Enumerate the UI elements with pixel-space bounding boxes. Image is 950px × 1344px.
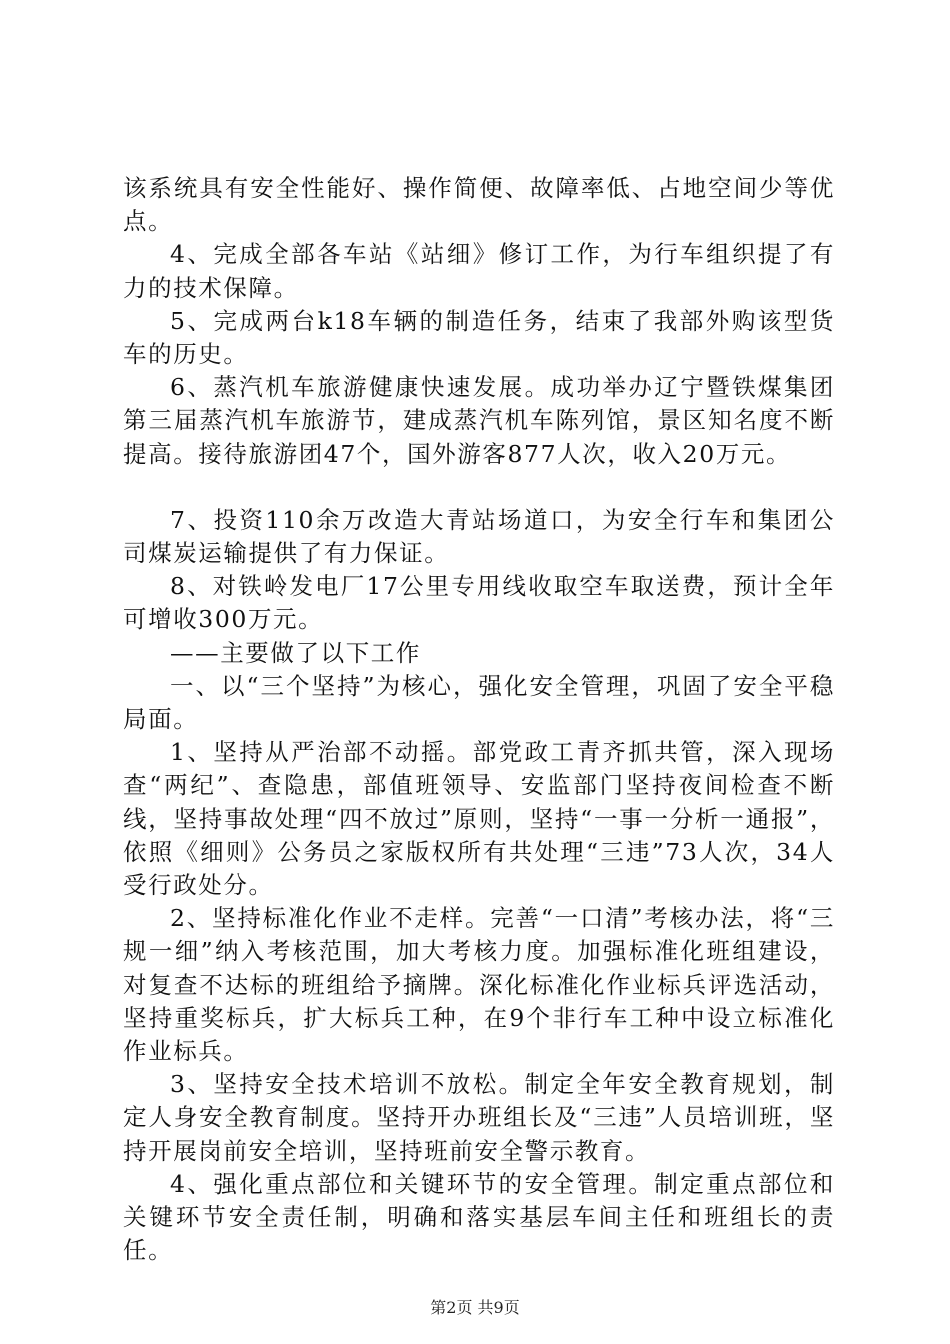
paragraph-item-7-crossing-upgrade: 7、投资110余万改造大青站场道口，为安全行车和集团公司煤炭运输提供了有力保证。 [123,505,835,568]
document-body [123,172,835,1268]
paragraph-item-6-steam-tourism: 6、蒸汽机车旅游健康快速发展。成功举办辽宁暨铁煤集团第三届蒸汽机车旅游节，建成蒸汽机车陈列馆，景区知名度不断提高。接待旅游团47个，国外游客877人次，收入20万元。 [123,373,835,468]
paragraph-safety-item-2: 2、坚持标准化作业不走样。完善“一口清”考核办法，将“三规一细”纳入考核范围，加大考核力度。加强标准化班组建设，对复查不达标的班组给予摘牌。深化标准化作业标兵评选活动，坚持重奖标兵，扩大标兵工种，在9个非行车工种中设立标准化作业标兵。 [123,904,835,1066]
paragraph-safety-item-4: 4、强化重点部位和关键环节的安全管理。制定重点部位和关键环节安全责任制，明确和落实基层车间主任和班组长的责任。 [123,1169,835,1265]
section-intro-main-work: ——主要做了以下工作 [170,638,421,667]
section-heading-safety-management: 一、以“三个坚持”为核心，强化安全管理，巩固了安全平稳局面。 [123,671,835,734]
paragraph-item-4-station-rules: 4、完成全部各车站《站细》修订工作，为行车组织提了有力的技术保障。 [123,240,835,302]
paragraph-advantages: 该系统具有安全性能好、操作简便、故障率低、占地空间少等优点。 [123,174,835,236]
paragraph-item-5-k18-vehicles: 5、完成两台k18车辆的制造任务，结束了我部外购该型货车的历史。 [123,306,835,369]
page-number-footer: 第2页 共9页 [430,1298,520,1317]
paragraph-gap [123,471,835,504]
paragraph-safety-item-3: 3、坚持安全技术培训不放松。制定全年安全教育规划，制定人身安全教育制度。坚持开办班组长及“三违”人员培训班，坚持开展岗前安全培训，坚持班前安全警示教育。 [123,1070,835,1165]
paragraph-item-8-line-fees: 8、对铁岭发电厂17公里专用线收取空车取送费，预计全年可增收300万元。 [123,572,835,634]
paragraph-safety-item-1: 1、坚持从严治部不动摇。部党政工青齐抓共管，深入现场查“两纪”、查隐患，部值班领导、安监部门坚持夜间检查不断线，坚持事故处理“四不放过”原则，坚持“一事一分析一通报”，依照《细则》公务员之家版权所有共处理“三违”73人次，34人受行政处分。 [123,738,835,900]
